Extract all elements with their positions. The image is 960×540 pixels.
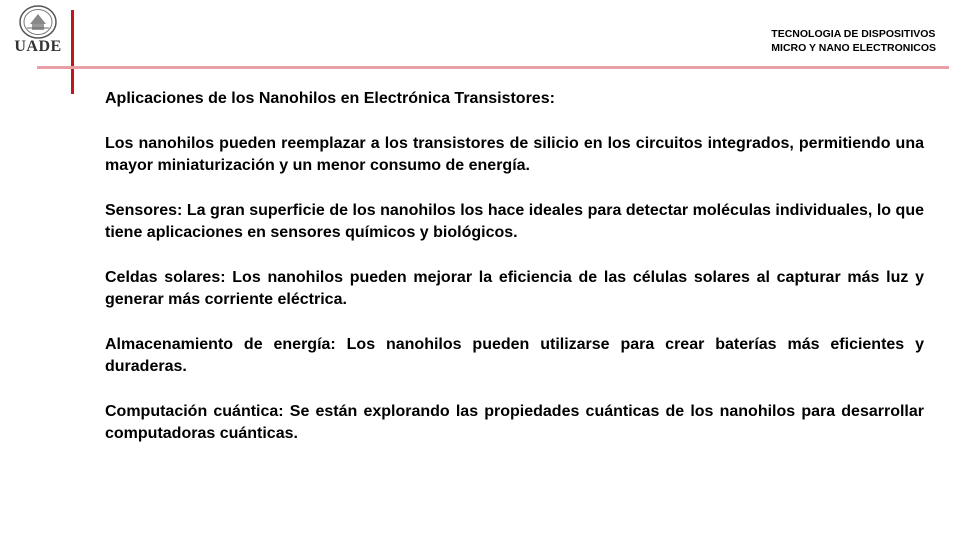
logo-text: UADE xyxy=(14,38,62,55)
horizontal-divider xyxy=(37,66,949,69)
course-title-line-2: MICRO Y NANO ELECTRONICOS xyxy=(771,42,936,54)
uade-logo xyxy=(10,4,66,56)
paragraph-almacenamiento: Almacenamiento de energía: Los nanohilos pueden utilizarse para crear baterías más eficientes y duraderas. xyxy=(105,336,924,375)
slide-content xyxy=(105,88,924,468)
slide-title: Aplicaciones de los Nanohilos en Electrónica Transistores: xyxy=(105,90,555,107)
paragraph-computacion-cuantica: Computación cuántica: Se están explorando las propiedades cuánticas de los nanohilos para desarrollar computadoras cuánticas. xyxy=(105,403,924,442)
paragraph-sensores: Sensores: La gran superficie de los nanohilos los hace ideales para detectar moléculas individuales, lo que tiene aplicaciones en sensores químicos y biológicos. xyxy=(105,202,924,241)
university-seal-icon xyxy=(18,4,58,40)
course-title xyxy=(771,27,936,55)
paragraph-transistores: Los nanohilos pueden reemplazar a los transistores de silicio en los circuitos integrados, permitiendo una mayor miniaturización y un menor consumo de energía. xyxy=(105,135,924,174)
course-title-line-1: TECNOLOGIA DE DISPOSITIVOS xyxy=(771,28,936,40)
vertical-divider xyxy=(71,10,74,94)
paragraph-celdas-solares: Celdas solares: Los nanohilos pueden mejorar la eficiencia de las células solares al capturar más luz y generar más corriente eléctrica. xyxy=(105,269,924,308)
